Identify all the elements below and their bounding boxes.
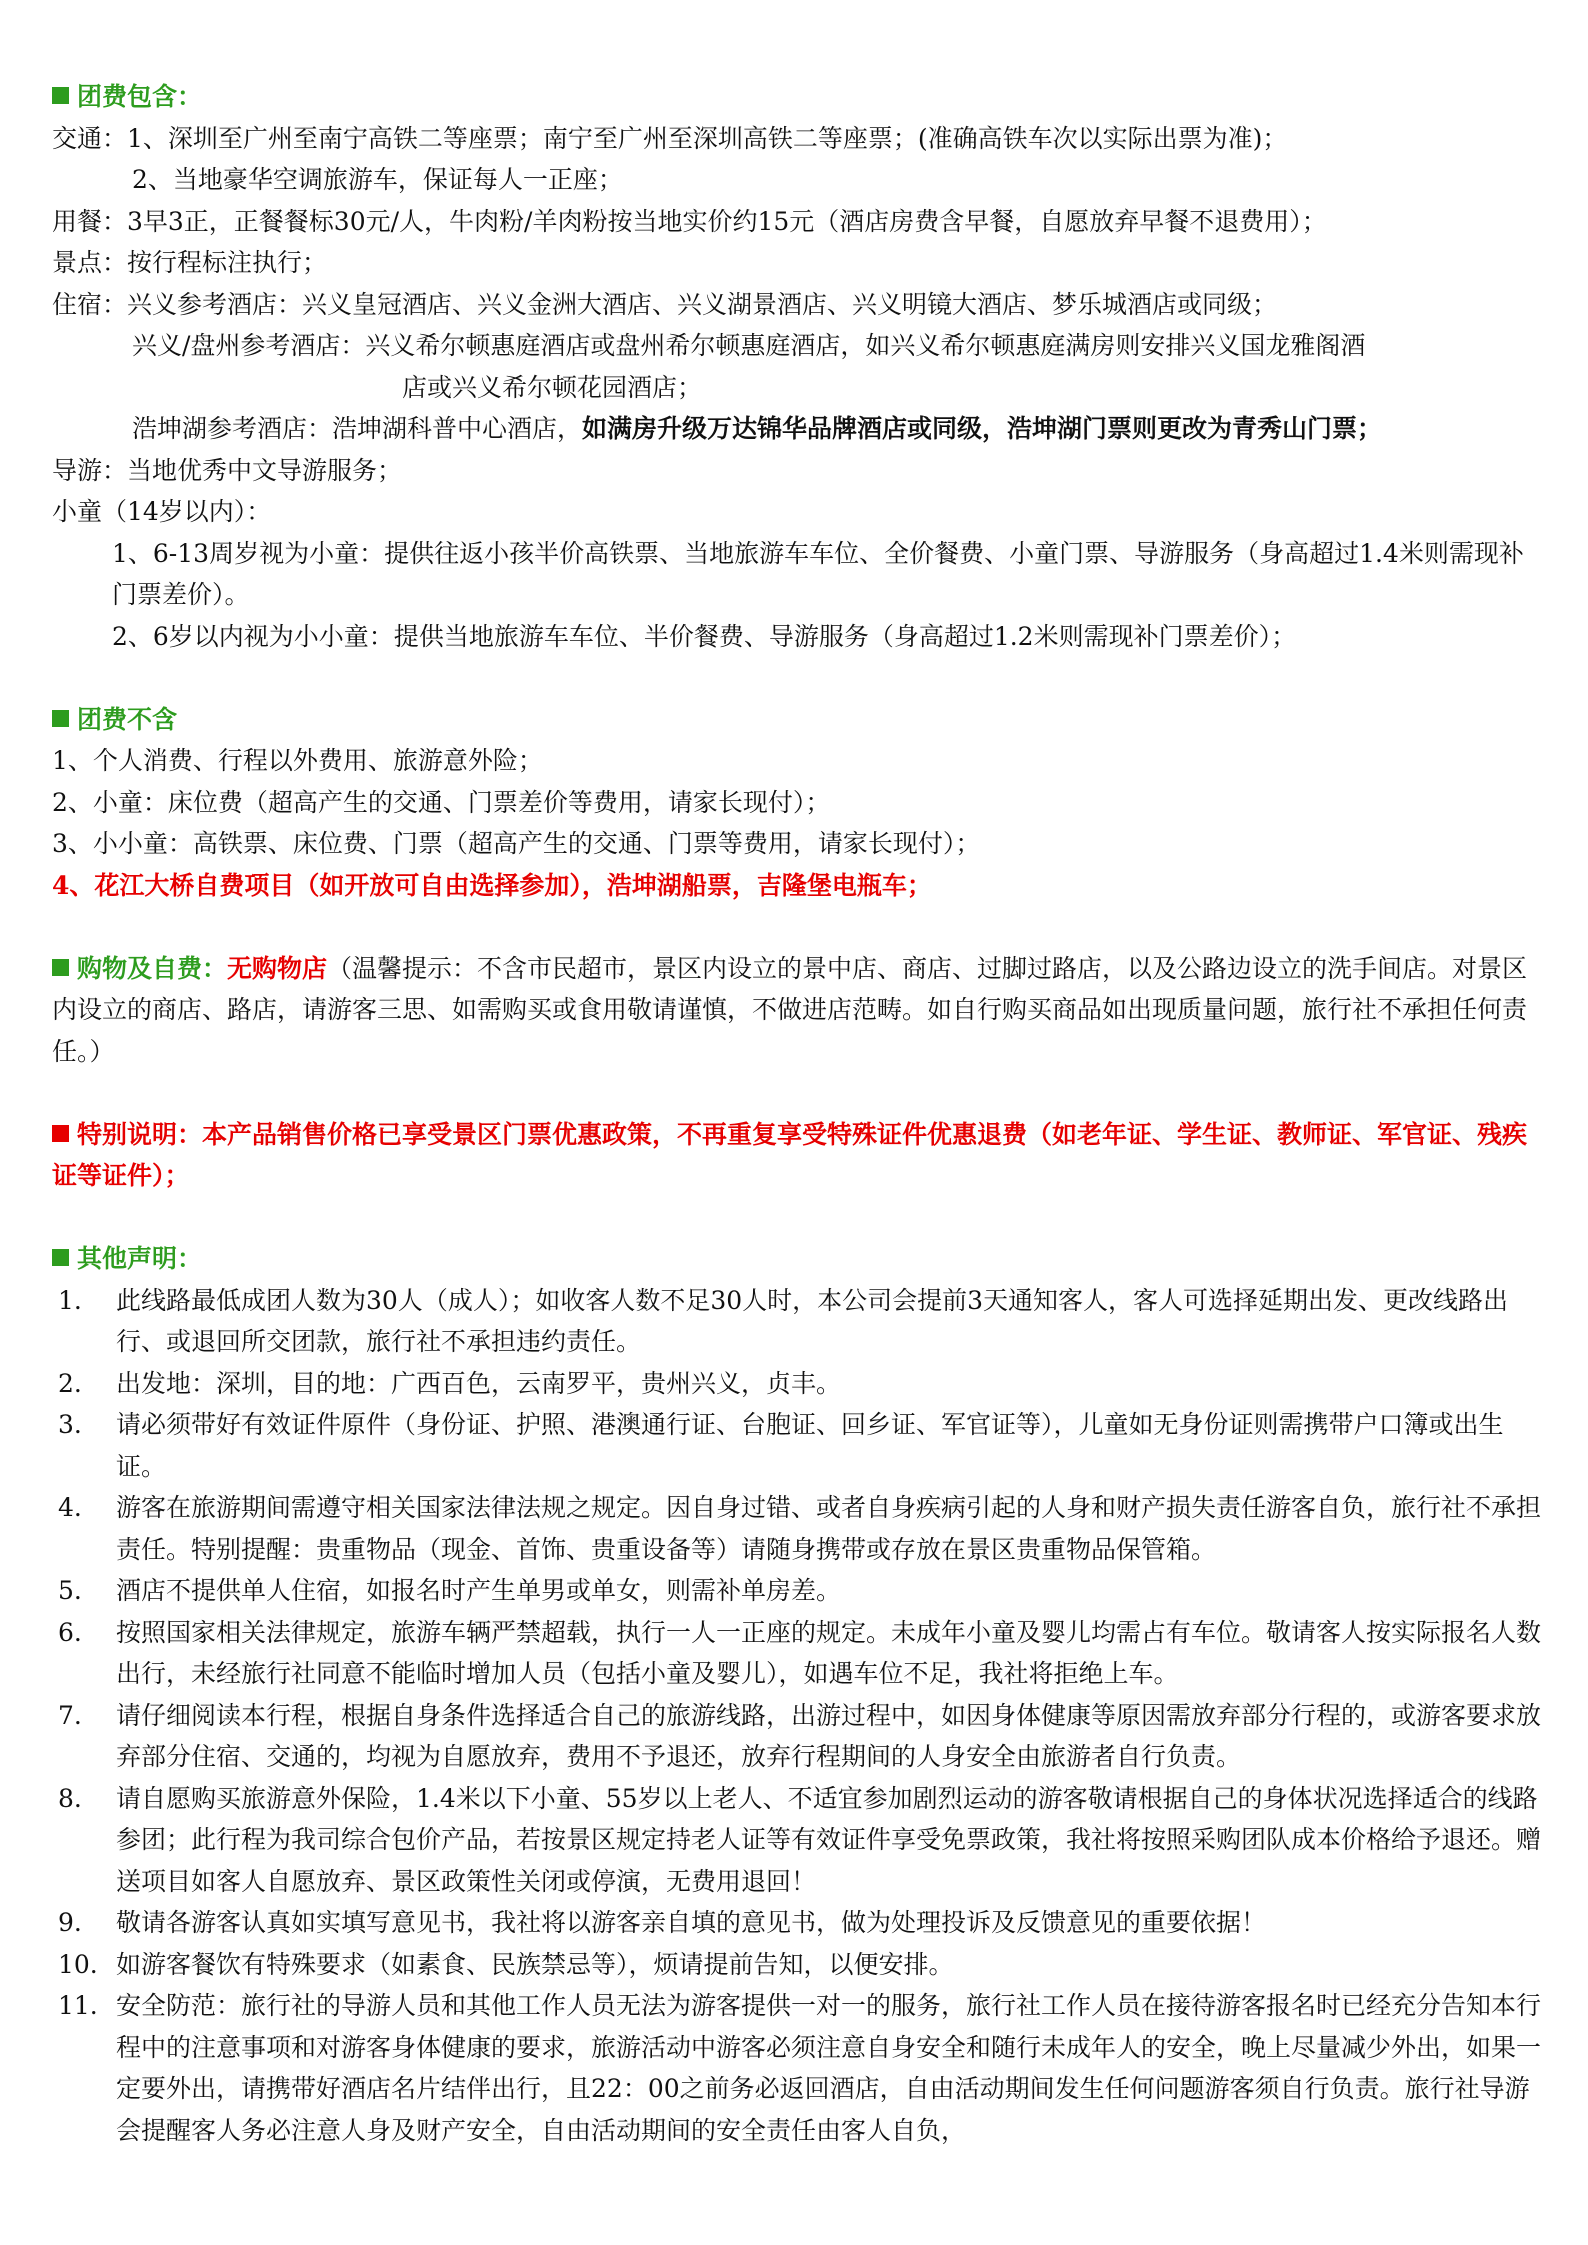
included-transport-1: 交通：1、深圳至广州至南宁高铁二等座票；南宁至广州至深圳高铁二等座票；(准确高铁车次以实际出票为准)； xyxy=(52,123,1288,153)
shopping-no-store: 无购物店 xyxy=(227,953,328,983)
green-square-icon xyxy=(52,959,69,976)
included-heading: 团费包含： xyxy=(52,76,1542,118)
included-meals: 用餐：3早3正，正餐餐标30元/人，牛肉粉/羊肉粉按当地实价约15元（酒店房费含早餐，自愿放弃早餐不退费用）； xyxy=(52,206,1327,236)
included-child-2: 2、6岁以内视为小小童：提供当地旅游车车位、半价餐费、导游服务（身高超过1.2米则需现补门票差价）； xyxy=(112,621,1297,651)
included-hotel-2a: 兴义/盘州参考酒店：兴义希尔顿惠庭酒店或盘州希尔顿惠庭酒店，如兴义希尔顿惠庭满房则安排兴义国龙雅阁酒 xyxy=(132,331,1366,360)
excluded-item-2: 2、小童：床位费（超高产生的交通、门票差价等费用，请家长现付）； xyxy=(52,787,831,817)
excluded-item-4: 4、花江大桥自费项目（如开放可自由选择参加），浩坤湖船票，吉隆堡电瓶车； xyxy=(52,870,932,900)
other-heading: 其他声明： xyxy=(52,1238,1542,1280)
list-item: 11. 安全防范：旅行社的导游人员和其他工作人员无法为游客提供一对一的服务，旅行社工作人员在接待游客报名时已经充分告知本行程中的注意事项和对游客身体健康的要求，旅游活动中游客必须注意自身安全和随行未成年人的安全，晚上尽量减少外出，如果一定要外出，请携带好酒店名片结伴出行，且22：00之前务必返回酒店，自由活动期间发生任何问题游客须自行负责。旅行社导游会提醒客人务必注意人身及财产安全，自由活动期间的安全责任由客人自负， xyxy=(58,1991,1542,2145)
red-square-icon xyxy=(52,1125,69,1142)
shopping-section xyxy=(52,948,1542,1073)
list-item: 4. 游客在旅游期间需遵守相关国家法律法规之规定。因自身过错、或者自身疾病引起的人身和财产损失责任游客自负，旅行社不承担责任。特别提醒：贵重物品（现金、首饰、贵重设备等）请随身携带或存放在景区贵重物品保管箱。 xyxy=(58,1493,1542,1564)
itinerary-notes-page xyxy=(52,76,1542,2151)
list-item: 8. 请自愿购买旅游意外保险，1.4米以下小童、55岁以上老人、不适宜参加剧烈运动的游客敬请根据自己的身体状况选择适合的线路参团；此行程为我司综合包价产品，若按景区规定持老人证等有效证件享受免票政策，我社将按照采购团队成本价格给予退还。赠送项目如客人自愿放弃、景区政策性关闭或停演，无费用退回！ xyxy=(58,1783,1542,1896)
included-guide: 导游：当地优秀中文导游服务； xyxy=(52,455,403,485)
included-child-title: 小童（14岁以内）： xyxy=(52,497,272,526)
included-child-1: 1、6-13周岁视为小童：提供往返小孩半价高铁票、当地旅游车车位、全价餐费、小童门票、导游服务（身高超过1.4米则需现补门票差价）。 xyxy=(112,538,1524,609)
list-item: 10. 如游客餐饮有特殊要求（如素食、民族禁忌等），烦请提前告知，以便安排。 xyxy=(58,1949,954,1979)
excluded-heading: 团费不含 xyxy=(52,699,1542,741)
shopping-notice: （温馨提示：不含市民超市，景区内设立的景中店、商店、过脚过路店，以及公路边设立的洗手间店。对景区内设立的商店、路店，请游客三思、如需购买或食用敬请谨慎，不做进店范畴。如自行购买商品如出现质量问题，旅行社不承担任何责任。） xyxy=(52,953,1528,1066)
hotel-3-upgrade-note: 如满房升级万达锦华品牌酒店或同级，浩坤湖门票则更改为青秀山门票； xyxy=(582,414,1383,443)
included-sights: 景点：按行程标注执行； xyxy=(52,248,328,277)
excluded-item-3: 3、小小童：高铁票、床位费、门票（超高产生的交通、门票等费用，请家长现付）； xyxy=(52,829,981,858)
list-item: 2. 出发地：深圳，目的地：广西百色，云南罗平，贵州兴义，贞丰。 xyxy=(58,1368,842,1398)
green-square-icon xyxy=(52,1249,69,1266)
included-hotel-3: 浩坤湖参考酒店：浩坤湖科普中心酒店，如满房升级万达锦华品牌酒店或同级，浩坤湖门票则更改为青秀山门票； xyxy=(132,414,1383,443)
included-hotel-2b: 店或兴义希尔顿花园酒店； xyxy=(402,372,703,402)
excluded-item-1: 1、个人消费、行程以外费用、旅游意外险； xyxy=(52,746,543,775)
included-hotel-1: 住宿：兴义参考酒店：兴义皇冠酒店、兴义金洲大酒店、兴义湖景酒店、兴义明镜大酒店、梦乐城酒店或同级； xyxy=(52,289,1278,319)
list-item: 9. 敬请各游客认真如实填写意见书，我社将以游客亲自填的意见书，做为处理投诉及反馈意见的重要依据！ xyxy=(58,1908,1267,1937)
list-item: 5. 酒店不提供单人住宿，如报名时产生单男或单女，则需补单房差。 xyxy=(58,1576,842,1605)
list-item: 3. 请必须带好有效证件原件（身份证、护照、港澳通行证、台胞证、回乡证、军官证等），儿童如无身份证则需携带户口簿或出生证。 xyxy=(58,1410,1504,1481)
green-square-icon xyxy=(52,710,69,727)
special-notice: 特别说明：本产品销售价格已享受景区门票优惠政策，不再重复享受特殊证件优惠退费（如老年证、学生证、教师证、军官证、残疾证等证件）； xyxy=(52,1119,1528,1190)
included-transport-2: 2、当地豪华空调旅游车，保证每人一正座； xyxy=(132,165,623,194)
list-item: 6. 按照国家相关法律规定，旅游车辆严禁超载，执行一人一正座的规定。未成年小童及婴儿均需占有车位。敬请客人按实际报名人数出行，未经旅行社同意不能临时增加人员（包括小童及婴儿），如遇车位不足，我社将拒绝上车。 xyxy=(58,1617,1542,1688)
list-item: 1. 此线路最低成团人数为30人（成人）；如收客人数不足30人时，本公司会提前3天通知客人，客人可选择延期出发、更改线路出行、或退回所交团款，旅行社不承担违约责任。 xyxy=(58,1285,1509,1356)
green-square-icon xyxy=(52,87,69,104)
shopping-heading: 购物及自费： xyxy=(77,953,228,983)
list-item: 7. 请仔细阅读本行程，根据自身条件选择适合自己的旅游线路，出游过程中，如因身体健康等原因需放弃部分行程的，或游客要求放弃部分住宿、交通的，均视为自愿放弃，费用不予退还，放弃行程期间的人身安全由旅游者自行负责。 xyxy=(58,1700,1542,1771)
other-statements-list xyxy=(52,1280,1542,2152)
